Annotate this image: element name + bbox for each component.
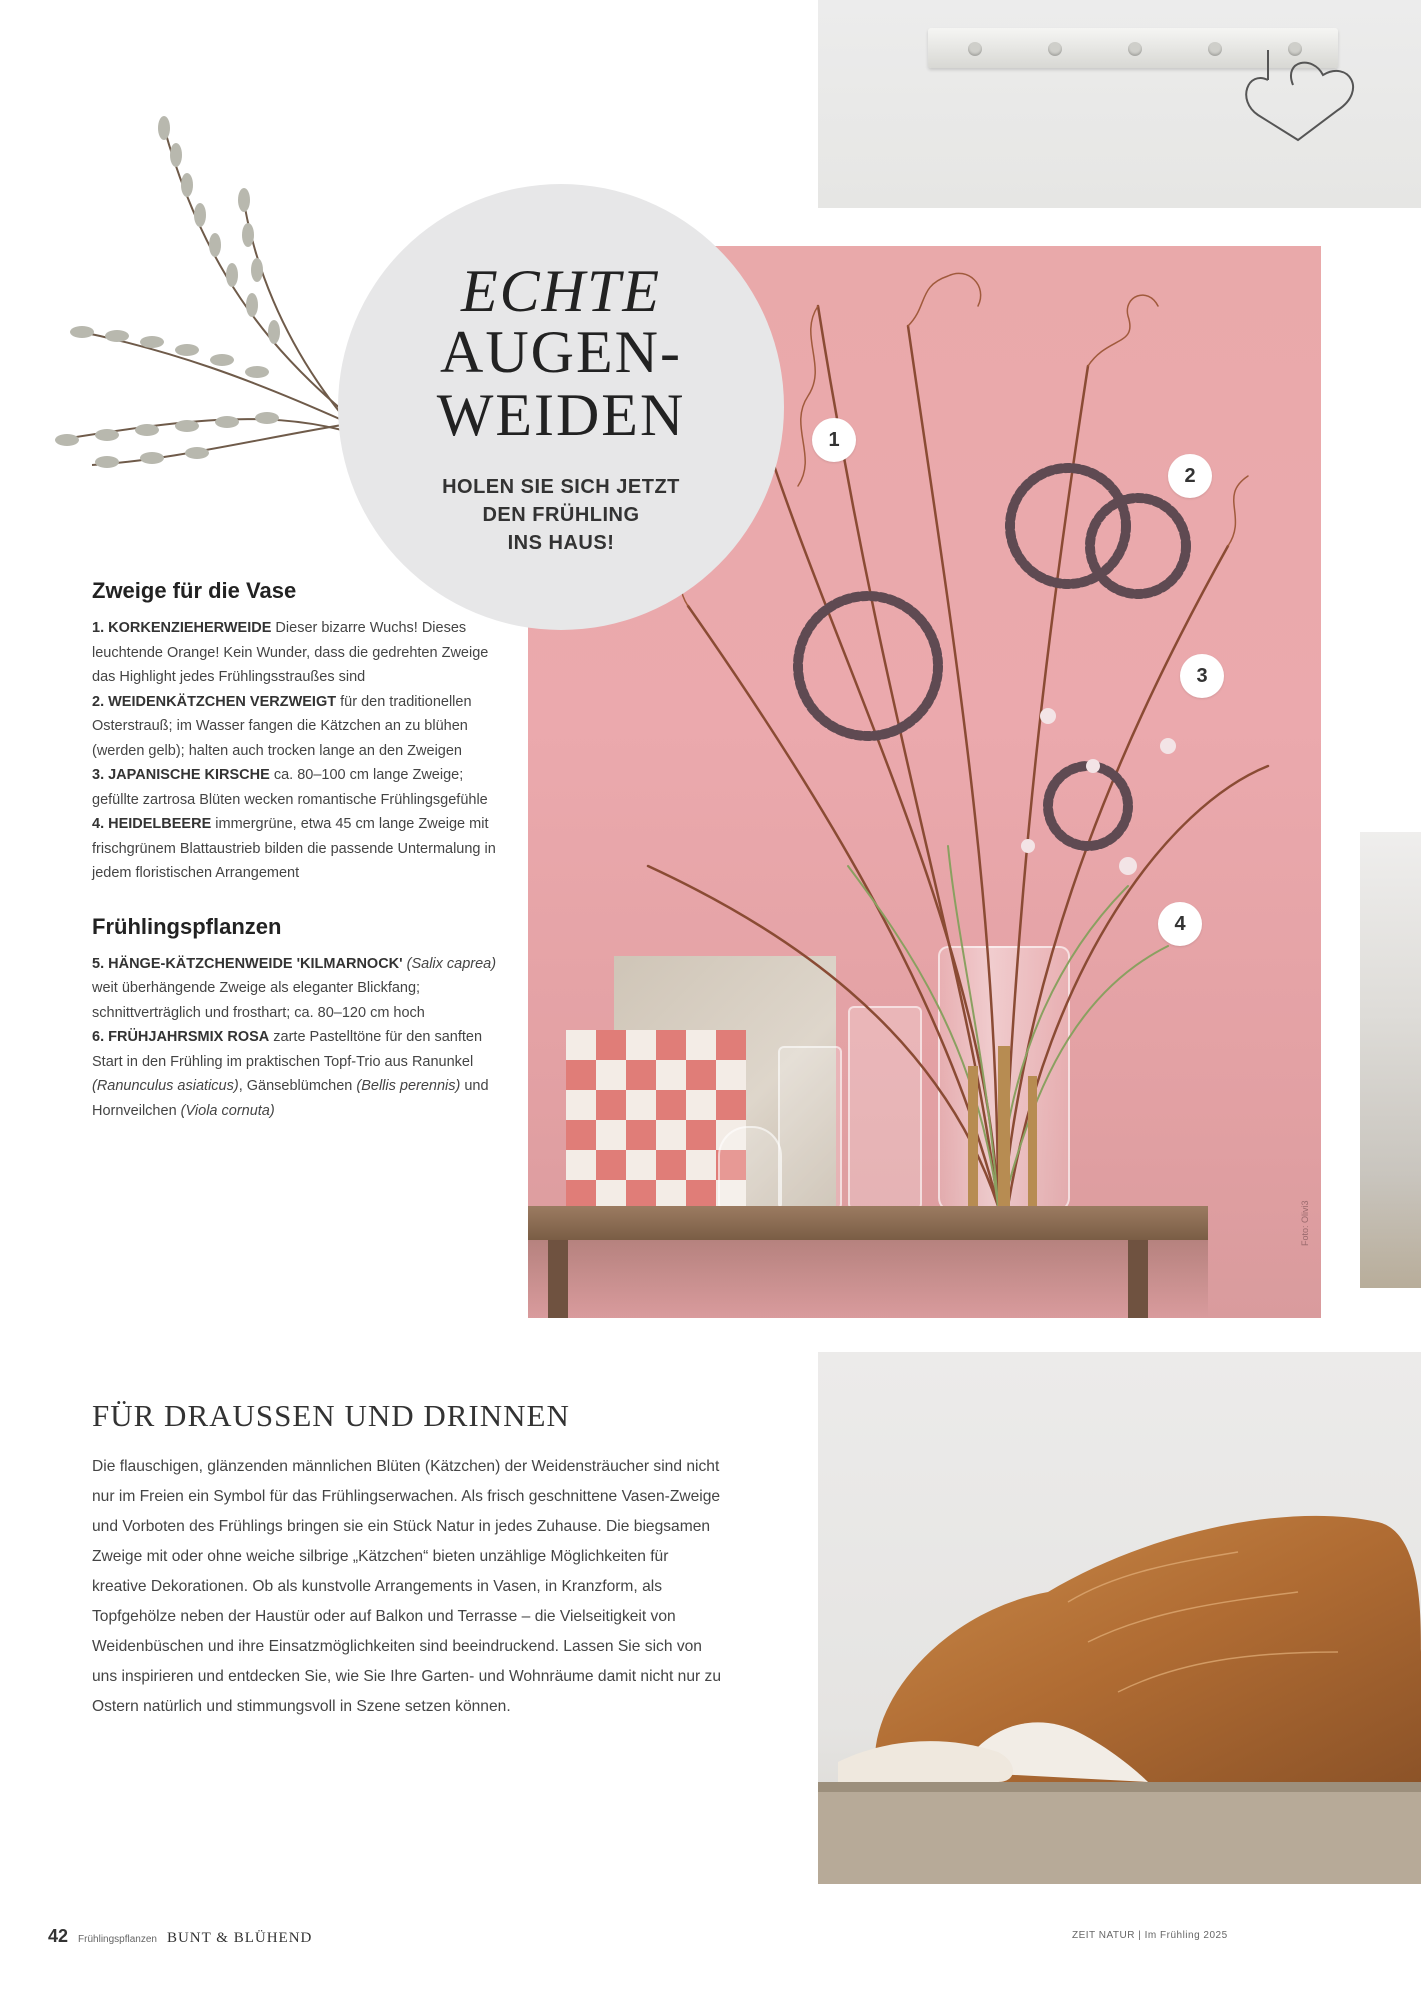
- item-text: und Hornveilchen: [92, 1078, 489, 1119]
- headline-line-1: ECHTE: [460, 258, 662, 324]
- item-lead: 3. JAPANISCHE KIRSCHE: [92, 767, 270, 783]
- section-spring-plants: [92, 914, 502, 1124]
- photo-number-badge: 4: [1158, 902, 1202, 946]
- article-title: FÜR DRAUSSEN UND DRINNEN: [92, 1398, 570, 1433]
- footer-left: [48, 1926, 312, 1947]
- subtitle-line-3: INS HAUS!: [507, 532, 615, 554]
- list-item: [92, 690, 502, 764]
- subtitle-line-1: HOLEN SIE SICH JETZT: [442, 476, 680, 498]
- footer-section: Frühlingspflanzen: [78, 1934, 157, 1945]
- article-outdoor-indoor: [92, 1398, 722, 1722]
- wall-photo-top: [818, 0, 1421, 208]
- couch-photo-strip: [1360, 832, 1421, 1288]
- headline-subtitle: [442, 473, 680, 557]
- item-lead: 4. HEIDELBEERE: [92, 816, 212, 832]
- dog-photo: [818, 1352, 1421, 1884]
- item-text: weit überhängende Zweige als eleganter Blickfang; schnittverträglich und frosthart; ca. 80–120 cm hoch: [92, 980, 425, 1021]
- item-text: für den traditionellen Osterstrauß; im Wasser fangen die Kätzchen an zu blühen (werden gelb); halten auch trocken lange an den Zweigen: [92, 693, 472, 759]
- subtitle-line-2: DEN FRÜHLING: [482, 504, 640, 526]
- item-text: immergrüne, etwa 45 cm lange Zweige mit frischgrünem Blattaustrieb bilden die passende Untermalung in jedem floristischen Arrangement: [92, 816, 496, 881]
- willow-branches-illustration: [52, 110, 352, 470]
- item-lead: 5. HÄNGE-KÄTZCHENWEIDE 'KILMARNOCK': [92, 955, 403, 972]
- list-item: [92, 952, 502, 1026]
- item-latin: (Bellis perennis): [356, 1078, 461, 1094]
- article-body: Die flauschigen, glänzenden männlichen Blüten (Kätzchen) der Weidensträucher sind nicht nur im Freien ein Symbol für das Frühlingserwachen. Als frisch geschnittene Vasen-Zweige und Vorboten des Frühlings bringen sie ein Stück Natur in jedes Zuhause. Die biegsamen Zweige mit oder ohne weiche silbrige „Kätzchen“ bieten unzählige Möglichkeiten für kreative Dekorationen. Ob als kunstvolle Arrangements in Vasen, in Kranzform, als Topfgehölze neben der Haustür oder auf Balkon und Terrasse – die Vielseitigkeit von Weidenbüschen und ihre Einsatzmöglichkeiten sind beeindruckend. Lassen Sie sich von uns inspirieren und entdecken Sie, wie Sie Ihre Garten- und Wohnräume damit nicht nur zu Ostern natürlich und stimmungsvoll in Szene setzen können.: [92, 1458, 722, 1715]
- photo-number-badge: 2: [1168, 454, 1212, 498]
- item-text: ca. 80–100 cm lange Zweige; gefüllte zartrosa Blüten wecken romantische Frühlingsgefühle: [92, 767, 488, 808]
- footer-magazine-issue: ZEIT NATUR | Im Frühling 2025: [1072, 1930, 1228, 1941]
- item-lead: 1. KORKENZIEHERWEIDE: [92, 620, 272, 636]
- wire-heart-icon: [1238, 40, 1388, 150]
- item-latin: (Salix caprea): [406, 955, 497, 972]
- section-title: Zweige für die Vase: [92, 578, 297, 603]
- page-number: 42: [48, 1926, 69, 1946]
- section-title: Frühlingspflanzen: [92, 913, 282, 939]
- item-lead: 2. WEIDENKÄTZCHEN VERZWEIGT: [92, 693, 337, 710]
- list-item: [92, 616, 502, 690]
- headline-line-2: AUGEN-: [440, 319, 682, 385]
- item-text: Dieser bizarre Wuchs! Dieses leuchtende Orange! Kein Wunder, dass die gedrehten Zweige das Highlight jedes Frühlingsstraußes sind: [92, 620, 489, 685]
- section-vase-branches: [92, 578, 502, 886]
- photo-number-badge: 1: [812, 418, 856, 462]
- item-latin: (Ranunculus asiaticus): [92, 1078, 239, 1094]
- item-latin: (Viola cornuta): [180, 1102, 275, 1119]
- photo-credit: Foto: Olivi3: [1300, 1200, 1310, 1246]
- headline-circle: [338, 184, 784, 630]
- list-item: [92, 763, 502, 812]
- list-item: [92, 1025, 502, 1123]
- wooden-table: [528, 1206, 1208, 1240]
- plant-list-column: [92, 578, 502, 1123]
- list-item: [92, 812, 502, 886]
- item-text: , Gänseblümchen: [238, 1078, 357, 1094]
- item-lead: 6. FRÜHJAHRSMIX ROSA: [92, 1029, 270, 1045]
- photo-number-badge: 3: [1180, 654, 1224, 698]
- dog-illustration: [818, 1352, 1421, 1884]
- footer-title: BUNT & BLÜHEND: [166, 1930, 313, 1946]
- headline-line-3: WEIDEN: [436, 382, 686, 448]
- item-text: zarte Pastelltöne für den sanften Start in den Frühling im praktischen Topf-Trio aus Ranunkel: [92, 1029, 483, 1070]
